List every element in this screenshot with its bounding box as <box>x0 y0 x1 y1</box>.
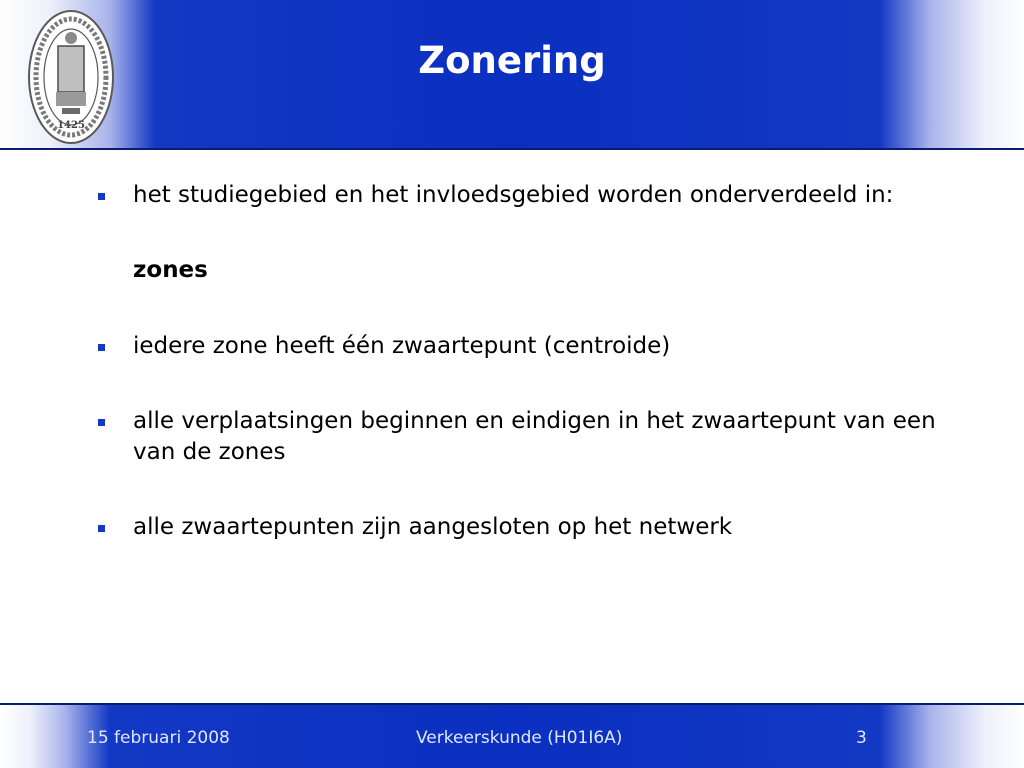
footer-date: 15 februari 2008 <box>87 728 230 748</box>
bullet-item <box>92 180 972 211</box>
seal-year: 1425 <box>57 120 85 131</box>
bullet-text: alle zwaartepunten zijn aangesloten op het netwerk <box>133 514 733 540</box>
bullet-text: iedere zone heeft één zwaartepunt (centroide) <box>133 333 671 359</box>
bullet-text: zones <box>133 257 208 283</box>
footer-course: Verkeerskunde (H01I6A) <box>416 728 623 748</box>
bullet-marker <box>98 193 105 200</box>
bullet-item <box>92 331 972 362</box>
header-divider <box>0 148 1024 150</box>
slide-body <box>92 176 972 543</box>
footer-page-number: 3 <box>856 728 867 748</box>
bullet-marker <box>98 525 105 532</box>
bullet-marker <box>98 419 105 426</box>
sub-item-zones <box>92 255 972 286</box>
bullet-text: het studiegebied en het invloedsgebied worden onderverdeeld in: <box>133 182 894 208</box>
bullet-item <box>92 512 972 543</box>
slide-title: Zonering <box>418 39 606 82</box>
bullet-text: alle verplaatsingen beginnen en eindigen in het zwaartepunt van een van de zones <box>133 408 936 465</box>
bullet-item <box>92 406 972 468</box>
slide-footer <box>0 705 1024 768</box>
bullet-marker <box>98 344 105 351</box>
